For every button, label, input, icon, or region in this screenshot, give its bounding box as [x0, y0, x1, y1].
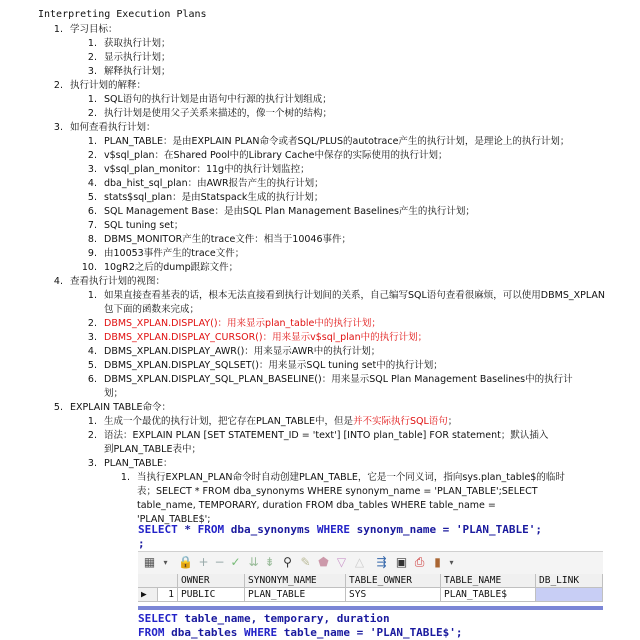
column-header-table-owner[interactable]: TABLE_OWNER: [346, 574, 441, 588]
list-item: PLAN_TABLE：是由EXPLAIN PLAN命令或者SQL/PLUS的autotrace产生的执行计划，是理论上的执行计划；: [104, 136, 570, 147]
sql-text: dba_tables: [164, 626, 244, 639]
item-number: 2.: [87, 108, 97, 119]
list-item-highlight: DBMS_XPLAN.DISPLAY_CURSOR()：用来显示v$sql_plan中的执行计划；: [104, 332, 428, 343]
section-heading: 如何查看执行计划：: [70, 122, 156, 133]
sql-keyword: SELECT: [138, 612, 178, 625]
item-number: 2.: [87, 150, 97, 161]
section-heading: 查看执行计划的视图：: [70, 276, 166, 287]
list-item-continued: 包下面的函数来完成；: [104, 304, 200, 315]
list-item: SQL tuning set；: [104, 220, 184, 231]
item-number: 2.: [87, 52, 97, 63]
column-header-owner[interactable]: OWNER: [178, 574, 245, 588]
sql-code-line: [138, 537, 145, 550]
table-cell[interactable]: PUBLIC: [178, 588, 245, 602]
list-item: DBMS_MONITOR产生的trace文件：相当于10046事件；: [104, 234, 352, 245]
item-number: 3.: [87, 332, 97, 343]
column-header-table-name[interactable]: TABLE_NAME: [441, 574, 536, 588]
sql-code-line: [138, 626, 463, 639]
list-item: 由10053事件产生的trace文件；: [104, 248, 245, 259]
item-number: 3.: [87, 66, 97, 77]
item-number: 1.: [87, 416, 97, 427]
column-header-synonym-name[interactable]: SYNONYM_NAME: [245, 574, 346, 588]
export-icon[interactable]: ⇶: [376, 555, 387, 569]
sort-down-icon[interactable]: ▽: [336, 555, 347, 569]
list-item: DBMS_XPLAN.DISPLAY_AWR()：用来显示AWR中的执行计划；: [104, 346, 381, 357]
list-item: 执行计划是使用父子关系来描述的，像一个树的结构；: [104, 108, 333, 119]
row-number: 1: [158, 588, 178, 602]
item-number: 6.: [87, 206, 97, 217]
print-icon[interactable]: ⎙: [414, 555, 425, 569]
page-title: Interpreting Execution Plans: [38, 9, 207, 20]
list-item: dba_hist_sql_plan：由AWR报告产生的执行计划；: [104, 178, 324, 189]
list-item-continued: 'PLAN_TABLE$';: [137, 514, 211, 525]
list-item: 10gR2之后的dump跟踪文件；: [104, 262, 239, 273]
item-number: 8.: [87, 234, 97, 245]
sql-keyword: WHERE: [316, 523, 350, 536]
item-number: 1.: [87, 38, 97, 49]
item-number: 2.: [87, 318, 97, 329]
list-item-highlight: DBMS_XPLAN.DISPLAY()：用来显示plan_table中的执行计划；: [104, 318, 381, 329]
item-number: 7.: [87, 220, 97, 231]
text-part: ；: [447, 416, 458, 427]
list-item: 语法：EXPLAIN PLAN [SET STATEMENT_ID = 'text'] [INTO plan_table] FOR statement；默认插入: [104, 430, 549, 441]
item-number: 1.: [120, 472, 130, 483]
post-edit-icon[interactable]: ✓: [230, 555, 241, 569]
row-header-corner: [138, 574, 178, 588]
list-item: v$sql_plan：在Shared Pool中的Library Cache中保存的实际使用的执行计划；: [104, 150, 448, 161]
sql-text: dba_synonyms: [224, 523, 317, 536]
list-item: DBMS_XPLAN.DISPLAY_SQLSET()：用来显示SQL tuning set中的执行计划；: [104, 360, 443, 371]
fetch-next-icon[interactable]: ⇊: [248, 555, 259, 569]
column-header-db-link[interactable]: DB_LINK: [536, 574, 603, 588]
lock-icon[interactable]: 🔒: [178, 555, 193, 569]
list-item: DBMS_XPLAN.DISPLAY_SQL_PLAN_BASELINE()：用来显示SQL Plan Management Baselines中的执行计: [104, 374, 573, 385]
list-item-continued: 表；SELECT * FROM dba_synonyms WHERE synonym_name = 'PLAN_TABLE';SELECT: [137, 486, 538, 497]
chart-icon[interactable]: ▮: [434, 555, 441, 569]
sql-code-line: [138, 612, 390, 625]
list-item-continued: table_name, TEMPORARY, duration FROM dba_tables WHERE table_name =: [137, 500, 496, 511]
table-cell[interactable]: PLAN_TABLE$: [441, 588, 536, 602]
sort-up-icon[interactable]: △: [354, 555, 365, 569]
emphasis-text: 并不实际执行SQL语句: [352, 416, 448, 427]
sql-text: *: [177, 523, 198, 536]
result-grid: [138, 574, 603, 606]
item-number: 2.: [87, 430, 97, 441]
section-heading: EXPLAIN TABLE命令：: [70, 402, 172, 413]
dropdown-icon[interactable]: ▾: [163, 558, 168, 567]
list-item: 显示执行计划；: [104, 52, 171, 63]
delete-record-icon[interactable]: −: [214, 555, 225, 569]
item-number: 10.: [81, 262, 97, 273]
add-record-icon[interactable]: +: [198, 555, 209, 569]
item-number: 1.: [87, 136, 97, 147]
sql-text: table_name, temporary, duration: [177, 612, 390, 625]
list-item-continued: 划；: [104, 388, 124, 399]
grid-view-icon[interactable]: ▦: [143, 555, 156, 569]
list-item-continued: 到PLAN_TABLE表中；: [104, 444, 201, 455]
table-cell[interactable]: SYS: [346, 588, 441, 602]
row-indicator-icon[interactable]: ▶: [138, 588, 158, 602]
grid-scrollbar[interactable]: [138, 606, 603, 610]
find-icon[interactable]: ⚲: [283, 555, 292, 569]
clear-icon[interactable]: ✎: [300, 555, 311, 569]
sql-string: 'PLAN_TABLE': [455, 523, 536, 536]
sql-keyword: WHERE: [243, 626, 278, 639]
item-number: 3.: [87, 164, 97, 175]
item-number: 4.: [87, 346, 97, 357]
list-item: PLAN_TABLE：: [104, 458, 173, 469]
list-item: 如果直接查看基表的话，根本无法直接看到执行计划间的关系，自己编写SQL语句查看很麻烦，可以使用DBMS_XPLAN: [104, 290, 605, 301]
sql-code-line: [138, 523, 542, 536]
sql-text: ;: [455, 626, 463, 639]
table-cell[interactable]: PLAN_TABLE: [245, 588, 346, 602]
section-number: 3.: [53, 122, 63, 133]
section-number: 4.: [53, 276, 63, 287]
sql-text: ;: [138, 537, 145, 550]
sql-keyword: FROM: [138, 626, 165, 639]
section-number: 2.: [53, 80, 63, 91]
sql-keyword: FROM: [197, 523, 225, 536]
list-item: v$sql_plan_monitor：11g中的执行计划监控；: [104, 164, 310, 175]
item-number: 5.: [87, 360, 97, 371]
section-number: 1.: [53, 24, 63, 35]
chart-dropdown-icon[interactable]: ▾: [449, 558, 454, 567]
item-number: 1.: [87, 290, 97, 301]
list-item: 当执行EXPLAN_PLAN命令时自动创建PLAN_TABLE，它是一个同义词，指向sys.plan_table$的临时: [137, 472, 565, 483]
item-number: 5.: [87, 192, 97, 203]
item-number: 9.: [87, 248, 97, 259]
section-heading: 学习目标：: [70, 24, 118, 35]
list-item: SQL语句的执行计划是由语句中行源的执行计划组成；: [104, 94, 332, 105]
list-item: [104, 415, 457, 428]
sql-keyword: SELECT: [138, 523, 178, 536]
table-cell-selected[interactable]: [536, 588, 603, 602]
section-heading: 执行计划的解释：: [70, 80, 147, 91]
sql-text: synonym_name =: [349, 523, 456, 536]
section-number: 5.: [53, 402, 63, 413]
item-number: 1.: [87, 94, 97, 105]
list-item: stats$sql_plan：是由Statspack生成的执行计划；: [104, 192, 324, 203]
save-icon[interactable]: ▣: [395, 555, 408, 569]
item-number: 3.: [87, 458, 97, 469]
item-number: 6.: [87, 374, 97, 385]
list-item: SQL Management Base：是由SQL Plan Management Baselines产生的执行计划；: [104, 206, 475, 217]
filter-icon[interactable]: ⬟: [318, 555, 329, 569]
result-toolbar: [138, 551, 603, 575]
sql-text: table_name =: [277, 626, 370, 639]
list-item: 获取执行计划；: [104, 38, 171, 49]
list-item: 解释执行计划；: [104, 66, 171, 77]
sql-text: ;: [535, 523, 543, 536]
item-number: 4.: [87, 178, 97, 189]
text-part: 生成一个最优的执行计划，把它存在PLAN_TABLE中，但是: [104, 416, 353, 427]
sql-string: 'PLAN_TABLE$': [369, 626, 456, 639]
fetch-all-icon[interactable]: ⇟: [264, 555, 275, 569]
